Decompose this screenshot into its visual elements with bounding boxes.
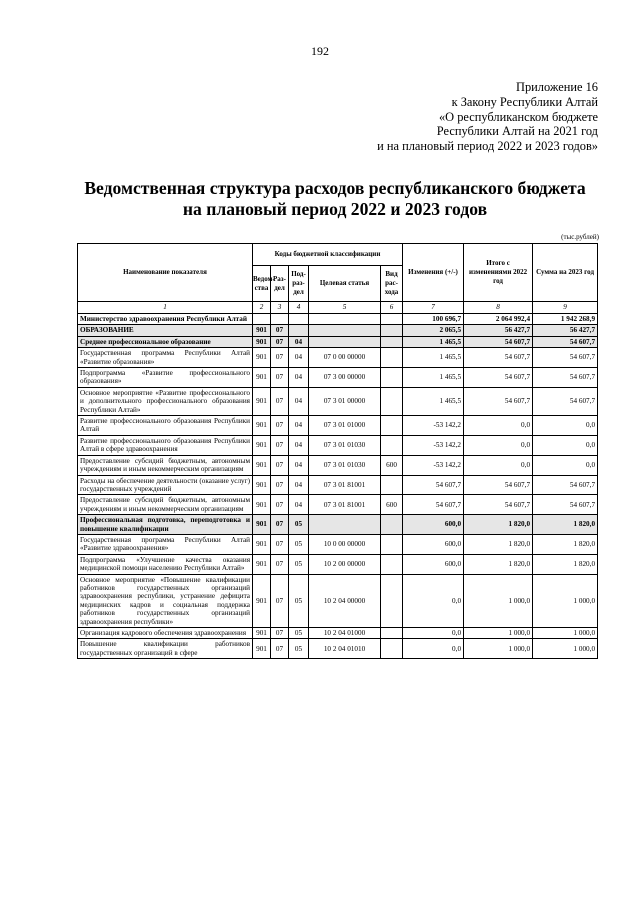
row-expense-type-code — [381, 314, 403, 325]
header-ministry: Ведом-ства — [253, 266, 271, 302]
row-target-code: 07 0 00 00000 — [309, 348, 381, 368]
row-name-cell: ОБРАЗОВАНИЕ — [78, 325, 253, 336]
row-target-code: 07 3 01 00000 — [309, 387, 381, 415]
row-total-2022-value: 1 820,0 — [464, 554, 533, 574]
row-ministry-code: 901 — [253, 325, 271, 336]
table-row — [78, 495, 598, 515]
row-subsection-code: 04 — [289, 455, 309, 475]
table-row — [78, 628, 598, 639]
row-section-code: 07 — [271, 475, 289, 495]
row-target-code: 10 2 00 00000 — [309, 554, 381, 574]
row-section-code: 07 — [271, 455, 289, 475]
row-sum-2023-value: 56 427,7 — [533, 325, 598, 336]
document-title — [60, 178, 610, 220]
row-name-cell: Организация кадрового обеспечения здравоохранения — [78, 628, 253, 639]
column-number: 4 — [289, 302, 309, 314]
appendix-line: и на плановый период 2022 и 2023 годов» — [377, 139, 598, 154]
row-name-cell: Профессиональная подготовка, переподготовка и повышение квалификации — [78, 515, 253, 535]
table-row — [78, 639, 598, 659]
row-subsection-code: 04 — [289, 475, 309, 495]
column-number: 8 — [464, 302, 533, 314]
table-row — [78, 534, 598, 554]
budget-table-body — [78, 314, 598, 659]
row-name-cell: Среднее профессиональное образование — [78, 336, 253, 347]
row-section-code: 07 — [271, 416, 289, 436]
row-ministry-code: 901 — [253, 574, 271, 627]
row-name-cell: Предоставление субсидий бюджетным, автономным учреждениям и иным некоммерческим организациям — [78, 495, 253, 515]
row-ministry-code: 901 — [253, 534, 271, 554]
row-change-value: 0,0 — [403, 639, 464, 659]
row-subsection-code: 05 — [289, 534, 309, 554]
row-expense-type-code — [381, 628, 403, 639]
row-change-value: 100 696,7 — [403, 314, 464, 325]
row-sum-2023-value: 54 607,7 — [533, 495, 598, 515]
row-section-code: 07 — [271, 348, 289, 368]
row-expense-type-code — [381, 475, 403, 495]
row-expense-type-code — [381, 387, 403, 415]
row-sum-2023-value: 1 000,0 — [533, 628, 598, 639]
row-change-value: 0,0 — [403, 628, 464, 639]
row-total-2022-value: 54 607,7 — [464, 336, 533, 347]
row-sum-2023-value: 54 607,7 — [533, 475, 598, 495]
row-ministry-code: 901 — [253, 435, 271, 455]
header-target: Целевая статья — [309, 266, 381, 302]
row-expense-type-code — [381, 325, 403, 336]
row-name-cell: Развитие профессионального образования Республики Алтай в сфере здравоохранения — [78, 435, 253, 455]
row-section-code: 07 — [271, 368, 289, 388]
row-sum-2023-value: 1 000,0 — [533, 639, 598, 659]
row-sum-2023-value: 1 820,0 — [533, 534, 598, 554]
row-ministry-code: 901 — [253, 628, 271, 639]
row-expense-type-code — [381, 639, 403, 659]
row-expense-type-code — [381, 435, 403, 455]
header-name: Наименование показателя — [78, 244, 253, 302]
table-row — [78, 435, 598, 455]
row-total-2022-value: 1 000,0 — [464, 639, 533, 659]
table-row — [78, 574, 598, 627]
row-total-2022-value: 56 427,7 — [464, 325, 533, 336]
row-change-value: 600,0 — [403, 534, 464, 554]
row-ministry-code — [253, 314, 271, 325]
table-row — [78, 475, 598, 495]
row-target-code: 07 3 01 01030 — [309, 435, 381, 455]
row-total-2022-value: 0,0 — [464, 416, 533, 436]
row-change-value: -53 142,2 — [403, 435, 464, 455]
table-row — [78, 348, 598, 368]
header-total-2022: Итого с изменениями 2022 год — [464, 244, 533, 302]
row-ministry-code: 901 — [253, 368, 271, 388]
row-ministry-code: 901 — [253, 554, 271, 574]
row-ministry-code: 901 — [253, 515, 271, 535]
row-subsection-code: 05 — [289, 515, 309, 535]
row-name-cell: Основное мероприятие «Развитие профессионального и дополнительного профессионального образования Республики Алтай» — [78, 387, 253, 415]
row-change-value: 600,0 — [403, 515, 464, 535]
row-ministry-code: 901 — [253, 495, 271, 515]
header-codes-group: Коды бюджетной классификации — [253, 244, 403, 266]
row-section-code — [271, 314, 289, 325]
row-target-code: 10 2 04 00000 — [309, 574, 381, 627]
row-section-code: 07 — [271, 639, 289, 659]
column-number: 1 — [78, 302, 253, 314]
row-sum-2023-value: 54 607,7 — [533, 368, 598, 388]
row-target-code — [309, 314, 381, 325]
row-section-code: 07 — [271, 336, 289, 347]
row-sum-2023-value: 54 607,7 — [533, 348, 598, 368]
row-name-cell: Государственная программа Республики Алтай «Развитие здравоохранения» — [78, 534, 253, 554]
row-name-cell: Основное мероприятие «Повышение квалификации работников государственных организаций здравоохранения республики, устранение дефицита медицинских кадров и социальная поддержка работников государственных организаций здравоохранения республики» — [78, 574, 253, 627]
title-line: на плановый период 2022 и 2023 годов — [182, 199, 488, 219]
row-subsection-code — [289, 325, 309, 336]
row-total-2022-value: 54 607,7 — [464, 348, 533, 368]
appendix-line: к Закону Республики Алтай — [451, 94, 598, 109]
appendix-line: Республики Алтай на 2021 год — [436, 124, 598, 139]
row-total-2022-value: 0,0 — [464, 455, 533, 475]
row-sum-2023-value: 0,0 — [533, 435, 598, 455]
row-change-value: 1 465,5 — [403, 348, 464, 368]
header-sum-2023: Сумма на 2023 год — [533, 244, 598, 302]
budget-table — [77, 243, 598, 659]
row-expense-type-code: 600 — [381, 495, 403, 515]
row-name-cell: Развитие профессионального образования Республики Алтай — [78, 416, 253, 436]
row-subsection-code: 04 — [289, 348, 309, 368]
row-target-code: 07 3 01 01030 — [309, 455, 381, 475]
header-subsection: Под-раз-дел — [289, 266, 309, 302]
appendix-line: «О республиканском бюджете — [438, 109, 598, 124]
column-number-row — [78, 302, 598, 314]
row-subsection-code: 04 — [289, 416, 309, 436]
row-section-code: 07 — [271, 628, 289, 639]
row-ministry-code: 901 — [253, 639, 271, 659]
row-expense-type-code — [381, 515, 403, 535]
row-section-code: 07 — [271, 554, 289, 574]
row-total-2022-value: 54 607,7 — [464, 495, 533, 515]
table-row — [78, 368, 598, 388]
row-change-value: 600,0 — [403, 554, 464, 574]
column-number: 7 — [403, 302, 464, 314]
row-sum-2023-value: 1 820,0 — [533, 515, 598, 535]
row-sum-2023-value: 0,0 — [533, 455, 598, 475]
row-total-2022-value: 54 607,7 — [464, 387, 533, 415]
row-expense-type-code — [381, 554, 403, 574]
row-sum-2023-value: 54 607,7 — [533, 387, 598, 415]
row-expense-type-code — [381, 336, 403, 347]
row-change-value: -53 142,2 — [403, 416, 464, 436]
row-subsection-code: 05 — [289, 554, 309, 574]
row-expense-type-code — [381, 368, 403, 388]
row-name-cell: Подпрограмма «Развитие профессионального образования» — [78, 368, 253, 388]
row-change-value: 54 607,7 — [403, 475, 464, 495]
row-ministry-code: 901 — [253, 387, 271, 415]
row-expense-type-code — [381, 416, 403, 436]
header-change: Изменения (+/-) — [403, 244, 464, 302]
row-name-cell: Государственная программа Республики Алтай «Развитие образования» — [78, 348, 253, 368]
column-number: 6 — [381, 302, 403, 314]
row-change-value: -53 142,2 — [403, 455, 464, 475]
title-line: Ведомственная структура расходов республиканского бюджета — [84, 178, 586, 198]
row-sum-2023-value: 1 820,0 — [533, 554, 598, 574]
row-total-2022-value: 54 607,7 — [464, 368, 533, 388]
table-row — [78, 554, 598, 574]
row-target-code: 07 3 01 81001 — [309, 475, 381, 495]
table-row — [78, 515, 598, 535]
row-target-code — [309, 336, 381, 347]
row-section-code: 07 — [271, 435, 289, 455]
row-subsection-code: 04 — [289, 368, 309, 388]
column-number: 5 — [309, 302, 381, 314]
row-change-value: 54 607,7 — [403, 495, 464, 515]
row-ministry-code: 901 — [253, 348, 271, 368]
row-change-value: 0,0 — [403, 574, 464, 627]
row-total-2022-value: 0,0 — [464, 435, 533, 455]
row-ministry-code: 901 — [253, 336, 271, 347]
row-section-code: 07 — [271, 534, 289, 554]
row-name-cell: Повышение квалификации работников государственных организаций в сфере — [78, 639, 253, 659]
row-section-code: 07 — [271, 325, 289, 336]
row-subsection-code: 04 — [289, 435, 309, 455]
header-expense-type: Вид рас-хода — [381, 266, 403, 302]
row-target-code: 07 3 00 00000 — [309, 368, 381, 388]
row-target-code — [309, 515, 381, 535]
row-ministry-code: 901 — [253, 455, 271, 475]
row-change-value: 1 465,5 — [403, 368, 464, 388]
row-total-2022-value: 1 820,0 — [464, 515, 533, 535]
row-total-2022-value: 2 064 992,4 — [464, 314, 533, 325]
row-total-2022-value: 1 000,0 — [464, 574, 533, 627]
row-subsection-code: 05 — [289, 628, 309, 639]
row-name-cell: Предоставление субсидий бюджетным, автономным учреждениям и иным некоммерческим организациям — [78, 455, 253, 475]
row-subsection-code: 04 — [289, 387, 309, 415]
row-ministry-code: 901 — [253, 416, 271, 436]
row-subsection-code: 04 — [289, 495, 309, 515]
page-number: 192 — [311, 44, 329, 58]
row-change-value: 1 465,5 — [403, 336, 464, 347]
row-expense-type-code — [381, 348, 403, 368]
header-section: Раз-дел — [271, 266, 289, 302]
row-ministry-code: 901 — [253, 475, 271, 495]
row-target-code: 07 3 01 81001 — [309, 495, 381, 515]
column-number: 9 — [533, 302, 598, 314]
table-row — [78, 416, 598, 436]
row-target-code: 10 0 00 00000 — [309, 534, 381, 554]
row-name-cell: Министерство здравоохранения Республики Алтай — [78, 314, 253, 325]
row-section-code: 07 — [271, 574, 289, 627]
row-subsection-code — [289, 314, 309, 325]
row-target-code: 10 2 04 01010 — [309, 639, 381, 659]
row-name-cell: Расходы на обеспечение деятельности (оказание услуг) государственных учреждений — [78, 475, 253, 495]
row-section-code: 07 — [271, 515, 289, 535]
row-sum-2023-value: 0,0 — [533, 416, 598, 436]
row-expense-type-code — [381, 574, 403, 627]
row-target-code — [309, 325, 381, 336]
row-subsection-code: 05 — [289, 639, 309, 659]
row-sum-2023-value: 1 942 268,9 — [533, 314, 598, 325]
column-number: 2 — [253, 302, 271, 314]
row-name-cell: Подпрограмма «Улучшение качества оказания медицинской помощи населению Республики Алтай» — [78, 554, 253, 574]
row-total-2022-value: 1 820,0 — [464, 534, 533, 554]
row-sum-2023-value: 54 607,7 — [533, 336, 598, 347]
row-change-value: 1 465,5 — [403, 387, 464, 415]
table-row — [78, 455, 598, 475]
row-expense-type-code — [381, 534, 403, 554]
table-row — [78, 325, 598, 336]
row-expense-type-code: 600 — [381, 455, 403, 475]
row-sum-2023-value: 1 000,0 — [533, 574, 598, 627]
column-number: 3 — [271, 302, 289, 314]
row-section-code: 07 — [271, 387, 289, 415]
row-total-2022-value: 54 607,7 — [464, 475, 533, 495]
row-change-value: 2 065,5 — [403, 325, 464, 336]
appendix-line: Приложение 16 — [516, 80, 598, 94]
units-label: (тыс.рублей) — [561, 233, 599, 241]
row-target-code: 10 2 04 01000 — [309, 628, 381, 639]
row-subsection-code: 05 — [289, 574, 309, 627]
table-row — [78, 387, 598, 415]
table-row — [78, 314, 598, 325]
row-section-code: 07 — [271, 495, 289, 515]
table-row — [78, 336, 598, 347]
row-target-code: 07 3 01 01000 — [309, 416, 381, 436]
row-total-2022-value: 1 000,0 — [464, 628, 533, 639]
appendix-block — [377, 80, 598, 154]
row-subsection-code: 04 — [289, 336, 309, 347]
